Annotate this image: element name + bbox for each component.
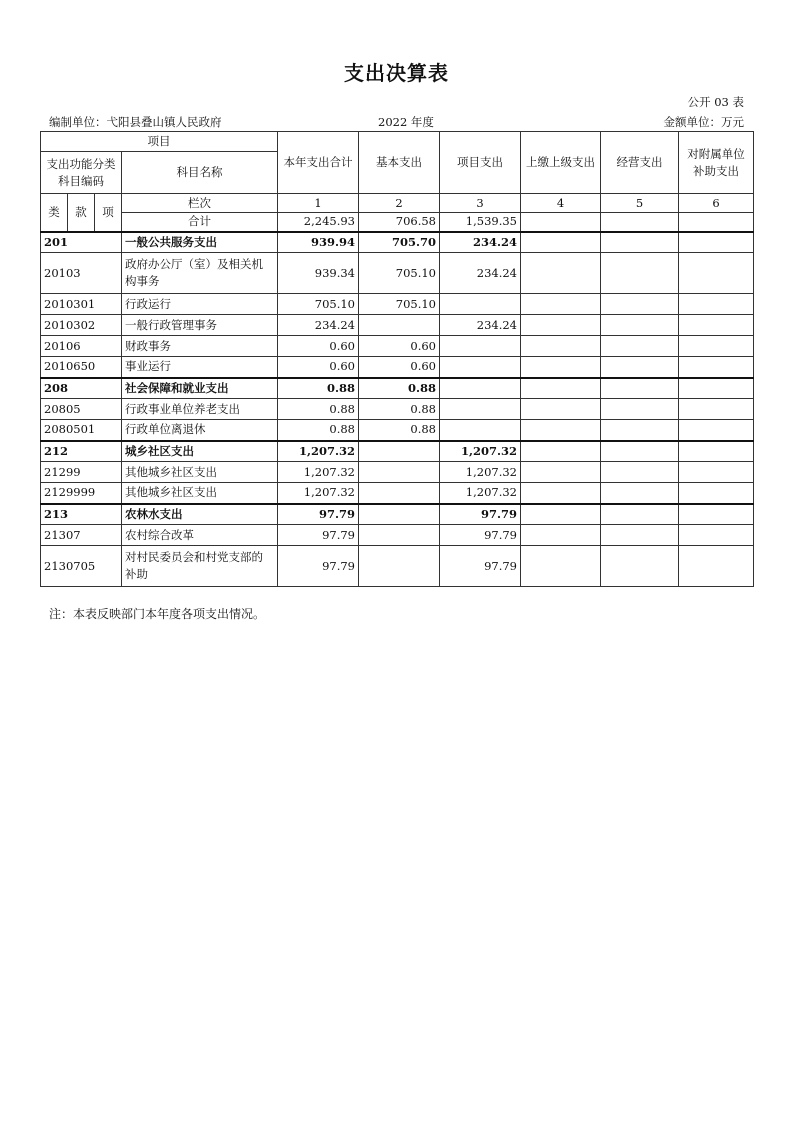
row-project: 97.79	[440, 525, 521, 546]
expenditure-table	[40, 131, 754, 587]
row-code: 20103	[41, 253, 122, 294]
row-name: 其他城乡社区支出	[122, 462, 278, 483]
row-subsidy	[679, 483, 754, 504]
total-amount: 2,245.93	[278, 213, 359, 232]
row-subsidy	[679, 504, 754, 525]
col-number: 2	[359, 194, 440, 213]
table-row	[41, 420, 754, 441]
total-basic: 706.58	[359, 213, 440, 232]
header-lei: 类	[41, 194, 68, 232]
row-subsidy	[679, 462, 754, 483]
row-code: 2129999	[41, 483, 122, 504]
row-business	[601, 546, 679, 587]
row-project	[440, 294, 521, 315]
row-subsidy	[679, 294, 754, 315]
row-basic	[359, 315, 440, 336]
row-project: 97.79	[440, 504, 521, 525]
row-total: 0.60	[278, 336, 359, 357]
row-subsidy	[679, 253, 754, 294]
row-business	[601, 357, 679, 378]
header-code-group: 支出功能分类科目编码	[41, 152, 122, 194]
table-row	[41, 253, 754, 294]
row-name: 一般公共服务支出	[122, 232, 278, 253]
row-total: 0.60	[278, 357, 359, 378]
row-upper	[521, 378, 601, 399]
table-row	[41, 378, 754, 399]
table-row	[41, 483, 754, 504]
row-upper	[521, 525, 601, 546]
row-subsidy	[679, 441, 754, 462]
header-subsidy: 对附属单位补助支出	[679, 132, 754, 194]
row-total: 1,207.32	[278, 462, 359, 483]
fiscal-year: 2022 年度	[378, 115, 434, 129]
row-code: 20106	[41, 336, 122, 357]
header-lanci: 栏次	[122, 194, 278, 213]
row-project: 97.79	[440, 546, 521, 587]
row-business	[601, 336, 679, 357]
table-row	[41, 357, 754, 378]
table-row	[41, 315, 754, 336]
row-code: 2080501	[41, 420, 122, 441]
header-upper: 上缴上级支出	[521, 132, 601, 194]
total-project: 1,539.35	[440, 213, 521, 232]
total-row	[41, 213, 754, 232]
row-basic: 0.88	[359, 420, 440, 441]
row-total: 705.10	[278, 294, 359, 315]
row-subsidy	[679, 378, 754, 399]
col-number: 5	[601, 194, 679, 213]
row-business	[601, 420, 679, 441]
row-upper	[521, 315, 601, 336]
row-name: 农村综合改革	[122, 525, 278, 546]
table-row	[41, 441, 754, 462]
row-project: 234.24	[440, 253, 521, 294]
row-name: 社会保障和就业支出	[122, 378, 278, 399]
header-basic: 基本支出	[359, 132, 440, 194]
row-subsidy	[679, 420, 754, 441]
header-kuan: 款	[68, 194, 95, 232]
row-project	[440, 378, 521, 399]
row-code: 213	[41, 504, 122, 525]
row-business	[601, 483, 679, 504]
row-upper	[521, 504, 601, 525]
footnote: 注：本表反映部门本年度各项支出情况。	[49, 607, 266, 621]
row-project	[440, 357, 521, 378]
row-code: 2010650	[41, 357, 122, 378]
row-project: 1,207.32	[440, 462, 521, 483]
row-project: 234.24	[440, 315, 521, 336]
row-upper	[521, 232, 601, 253]
row-name: 行政运行	[122, 294, 278, 315]
row-subsidy	[679, 357, 754, 378]
row-project: 1,207.32	[440, 483, 521, 504]
row-code: 2010302	[41, 315, 122, 336]
row-project: 1,207.32	[440, 441, 521, 462]
row-business	[601, 504, 679, 525]
row-business	[601, 378, 679, 399]
row-total: 1,207.32	[278, 483, 359, 504]
form-number: 公开 03 表	[687, 95, 744, 109]
row-name: 事业运行	[122, 357, 278, 378]
row-basic	[359, 546, 440, 587]
row-name: 政府办公厅（室）及相关机构事务	[122, 253, 278, 294]
row-upper	[521, 399, 601, 420]
row-name: 农林水支出	[122, 504, 278, 525]
row-subsidy	[679, 546, 754, 587]
row-basic: 705.10	[359, 294, 440, 315]
row-name: 行政事业单位养老支出	[122, 399, 278, 420]
table-row	[41, 399, 754, 420]
header-project: 项目支出	[440, 132, 521, 194]
row-total: 0.88	[278, 378, 359, 399]
row-code: 201	[41, 232, 122, 253]
row-upper	[521, 483, 601, 504]
row-name: 一般行政管理事务	[122, 315, 278, 336]
row-subsidy	[679, 315, 754, 336]
table-row	[41, 462, 754, 483]
row-upper	[521, 441, 601, 462]
total-label: 合计	[122, 213, 278, 232]
row-code: 20805	[41, 399, 122, 420]
money-unit: 金额单位：万元	[663, 115, 744, 129]
row-total: 234.24	[278, 315, 359, 336]
table-row	[41, 504, 754, 525]
row-total: 0.88	[278, 420, 359, 441]
page-title: 支出决算表	[344, 61, 449, 85]
row-upper	[521, 462, 601, 483]
row-total: 0.88	[278, 399, 359, 420]
col-number: 6	[679, 194, 754, 213]
col-number: 1	[278, 194, 359, 213]
col-number: 4	[521, 194, 601, 213]
row-total: 97.79	[278, 546, 359, 587]
row-total: 97.79	[278, 525, 359, 546]
row-upper	[521, 357, 601, 378]
row-code: 2130705	[41, 546, 122, 587]
row-basic	[359, 483, 440, 504]
row-upper	[521, 336, 601, 357]
row-basic: 705.10	[359, 253, 440, 294]
row-business	[601, 441, 679, 462]
row-upper	[521, 420, 601, 441]
row-code: 2010301	[41, 294, 122, 315]
row-basic	[359, 504, 440, 525]
row-name: 对村民委员会和村党支部的补助	[122, 546, 278, 587]
table-row	[41, 546, 754, 587]
table-row	[41, 525, 754, 546]
row-upper	[521, 294, 601, 315]
row-basic: 0.88	[359, 378, 440, 399]
header-xiang: 项	[95, 194, 122, 232]
reporting-unit: 编制单位：弋阳县叠山镇人民政府	[49, 115, 222, 129]
row-project	[440, 399, 521, 420]
row-business	[601, 294, 679, 315]
row-business	[601, 253, 679, 294]
row-basic: 0.60	[359, 357, 440, 378]
row-code: 21299	[41, 462, 122, 483]
col-number: 3	[440, 194, 521, 213]
row-business	[601, 315, 679, 336]
row-project	[440, 336, 521, 357]
header-name: 科目名称	[122, 152, 278, 194]
row-total: 1,207.32	[278, 441, 359, 462]
header-total: 本年支出合计	[278, 132, 359, 194]
table-row	[41, 232, 754, 253]
row-basic	[359, 441, 440, 462]
row-name: 其他城乡社区支出	[122, 483, 278, 504]
row-project	[440, 420, 521, 441]
row-code: 212	[41, 441, 122, 462]
row-subsidy	[679, 336, 754, 357]
row-code: 208	[41, 378, 122, 399]
row-business	[601, 462, 679, 483]
row-upper	[521, 546, 601, 587]
header-item: 项目	[41, 132, 278, 152]
row-name: 城乡社区支出	[122, 441, 278, 462]
header-business: 经营支出	[601, 132, 679, 194]
row-basic	[359, 525, 440, 546]
row-business	[601, 399, 679, 420]
row-basic: 0.88	[359, 399, 440, 420]
row-basic: 705.70	[359, 232, 440, 253]
row-subsidy	[679, 525, 754, 546]
table-row	[41, 294, 754, 315]
row-total: 939.94	[278, 232, 359, 253]
row-project: 234.24	[440, 232, 521, 253]
row-subsidy	[679, 232, 754, 253]
row-code: 21307	[41, 525, 122, 546]
table-row	[41, 336, 754, 357]
row-business	[601, 232, 679, 253]
row-basic: 0.60	[359, 336, 440, 357]
row-name: 财政事务	[122, 336, 278, 357]
row-total: 939.34	[278, 253, 359, 294]
row-upper	[521, 253, 601, 294]
row-business	[601, 525, 679, 546]
row-name: 行政单位离退休	[122, 420, 278, 441]
row-basic	[359, 462, 440, 483]
row-subsidy	[679, 399, 754, 420]
row-total: 97.79	[278, 504, 359, 525]
